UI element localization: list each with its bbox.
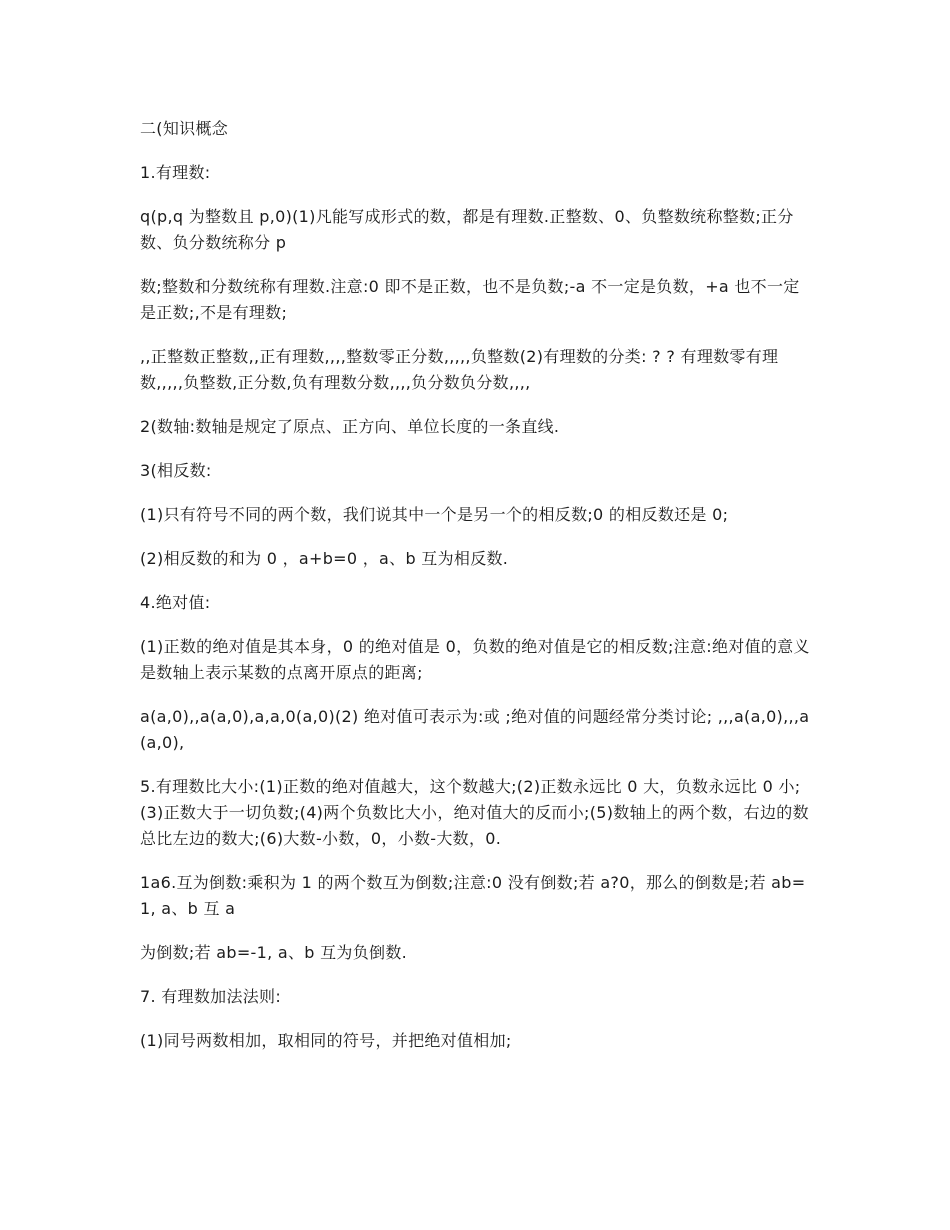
paragraph-rational-definition: q(p,q 为整数且 p,0)(1)凡能写成形式的数，都是有理数.正整数、0、负整数统称整数;正分数、负分数统称分 p [140,207,794,252]
paragraph-absolute-heading: 4.绝对值: [140,593,211,612]
paragraph-rational-note: 数;整数和分数统称有理数.注意:0 即不是正数，也不是负数;-a 不一定是负数，+a 也不一定是正数;,不是有理数; [140,277,800,322]
paragraph-absolute-1: (1)正数的绝对值是其本身，0 的绝对值是 0，负数的绝对值是它的相反数;注意:绝对值的意义是数轴上表示某数的点离开原点的距离; [140,637,810,682]
paragraph-rational-classification: ,,正整数正整数,,正有理数,,,,整数零正分数,,,,,负整数(2)有理数的分类: ? ? 有理数零有理数,,,,,负整数,正分数,负有理数分数,,,,负分数负分数,,,, [140,347,779,392]
paragraph-reciprocal-2: 为倒数;若 ab=-1, a、b 互为负倒数. [140,943,408,962]
paragraph-opposite-2: (2)相反数的和为 0 ，a+b=0 ，a、b 互为相反数. [140,549,509,568]
paragraph-opposite-heading: 3(相反数: [140,461,212,480]
paragraph-addition-1: (1)同号两数相加，取相同的符号，并把绝对值相加; [140,1031,512,1050]
paragraph-absolute-2: a(a,0),,a(a,0),a,a,0(a,0)(2) 绝对值可表示为:或 ;绝对值的问题经常分类讨论; ,,,a(a,0),,,a(a,0), [140,707,810,752]
section-heading: 二(知识概念 [140,119,229,138]
paragraph-number-line: 2(数轴:数轴是规定了原点、正方向、单位长度的一条直线. [140,417,560,436]
paragraph-addition-heading: 7. 有理数加法法则: [140,987,282,1006]
paragraph-reciprocal-1: 1a6.互为倒数:乘积为 1 的两个数互为倒数;注意:0 没有倒数;若 a?0，那么的倒数是;若 ab=1, a、b 互 a [140,873,806,918]
document-body [140,116,815,1072]
paragraph-compare: 5.有理数比大小:(1)正数的绝对值越大，这个数越大;(2)正数永远比 0 大，负数永远比 0 小;(3)正数大于一切负数;(4)两个负数比大小，绝对值大的反而小;(5)数轴上的两个数，右边的数总比左边的数大;(6)大数-小数，0，小数-大数，0. [140,777,809,848]
paragraph-opposite-1: (1)只有符号不同的两个数，我们说其中一个是另一个的相反数;0 的相反数还是 0; [140,505,729,524]
paragraph-rational-heading: 1.有理数: [140,163,211,182]
